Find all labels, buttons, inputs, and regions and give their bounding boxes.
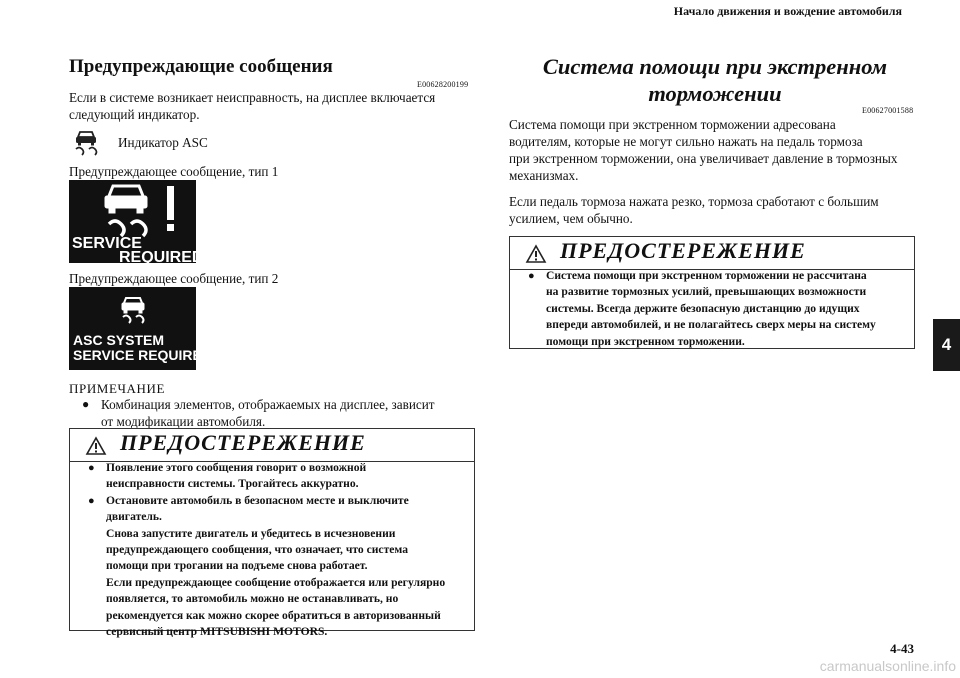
brake-assist-paragraph-1: Система помощи при экстренном торможении адресована водителям, которые не могут сильно нажать на педаль тормоза при экстренном торможении, она увеличивает давление в тормозных механизмах. [509, 117, 898, 183]
section-title-brake-assist: Система помощи при экстренном торможении [542, 54, 888, 106]
bullet-icon: ● [528, 270, 535, 282]
warning-list [88, 460, 462, 640]
page-number: 4-43 [890, 641, 914, 656]
section-title-warnings: Предупреждающие сообщения [69, 56, 333, 77]
warning-header [70, 429, 474, 462]
warning-header [510, 237, 914, 270]
warning-item: ● Остановите автомобиль в безопасном месте и выключите двигатель. Снова запустите двигатель и убедитесь в исчезновении предупреждающего сообщения, что означает, что система помощи при трогании на подъеме снова работает. Если предупреждающее сообщение отображается или регулярно появляется, то автомобиль можно не останавливать, но рекомендуется как можно скорее обратиться в авторизованный сервисный центр MITSUBISHI MOTORS. [88, 493, 446, 639]
note-title: ПРИМЕЧАНИЕ [69, 381, 166, 396]
brake-assist-paragraph-2: Если педаль тормоза нажата резко, тормоза сработают с большим усилием, чем обычно. [509, 194, 879, 226]
exclamation-icon [167, 186, 174, 220]
warning-box-right [509, 236, 915, 349]
section-code: E00627001588 [862, 106, 914, 115]
note-line: от модификации автомобиля. [101, 414, 266, 429]
display-text-line1: SERVICE [72, 235, 142, 252]
bullet-icon: ● [88, 494, 95, 507]
section-code: E00628200199 [417, 80, 469, 89]
message-type-2-label: Предупреждающее сообщение, тип 2 [69, 271, 279, 286]
warning-item: ● Система помощи при экстренном торможении не рассчитана на развитие тормозных усилий, превышающих возможности системы. Всегда держите безопасную дистанцию до идущих впереди автомобилей, и не полагайтесь сверх меры на систему помощи при экстренном торможении. [528, 269, 876, 348]
warning-triangle-icon [86, 437, 106, 455]
warning-title: ПРЕДОСТЕРЕЖЕНИЕ [120, 430, 366, 455]
note-line: Комбинация элементов, отображаемых на дисплее, зависит [101, 397, 435, 412]
warning-triangle-icon [526, 245, 546, 263]
warning-item: ● Появление этого сообщения говорит о возможной неисправности системы. Трогайтесь аккуратно. [88, 461, 367, 491]
running-header: Начало движения и вождение автомобиля [673, 4, 902, 18]
display-text-line2: REQUIRED [119, 249, 204, 266]
intro-paragraph [69, 89, 479, 123]
warning-title: ПРЕДОСТЕРЕЖЕНИЕ [560, 238, 806, 263]
asc-skid-icon [105, 186, 147, 236]
chapter-tab: 4 [933, 319, 960, 371]
message-type-1-label: Предупреждающее сообщение, тип 1 [69, 164, 279, 179]
indicator-label: Индикатор ASC [118, 135, 208, 150]
bullet-icon: ● [88, 462, 95, 474]
warning-list [528, 268, 902, 350]
warning-display-type-2 [69, 287, 212, 370]
intro-line: следующий индикатор. [69, 107, 200, 122]
intro-line: Если в системе возникает неисправность, на дисплее включается [69, 90, 436, 105]
display-text-line2: SERVICE REQUIRED [73, 347, 212, 363]
bullet-icon: ● [82, 397, 90, 411]
asc-skid-icon [122, 298, 144, 323]
display-text-line1: ASC SYSTEM [73, 332, 165, 348]
asc-skid-icon [70, 128, 102, 156]
watermark: carmanualsonline.info [819, 658, 956, 674]
warning-box-left [69, 428, 475, 639]
warning-display-type-1 [69, 180, 204, 266]
note-item [84, 396, 474, 430]
